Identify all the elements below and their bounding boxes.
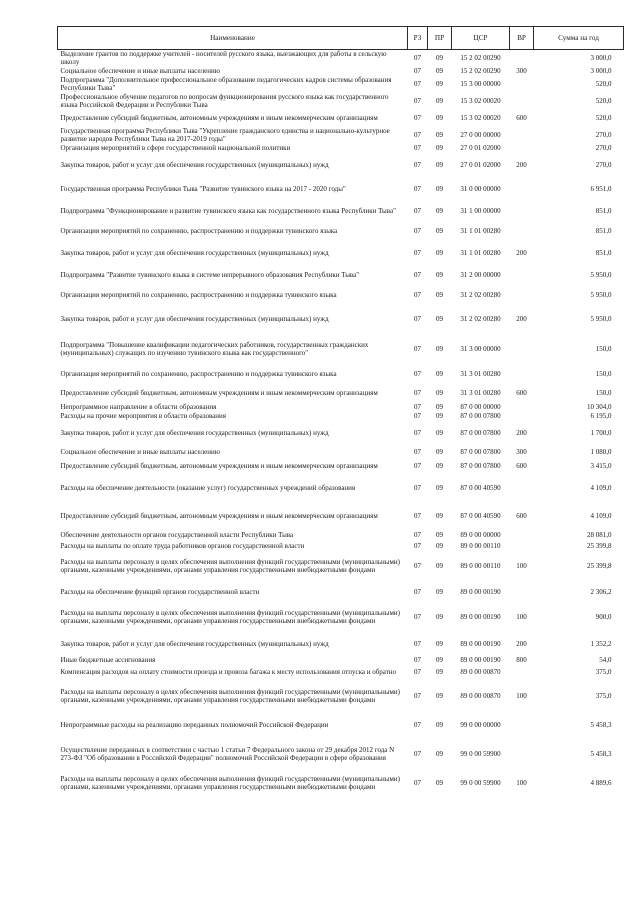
row-vr (510, 50, 534, 67)
row-sum: 2 306,2 (590, 587, 612, 596)
header-pr: ПР (428, 27, 452, 50)
table-row (58, 50, 624, 67)
row-pr: 09 (436, 612, 443, 621)
row-csr: 89 0 00 00870 (460, 668, 501, 677)
table-row (58, 265, 624, 285)
row-sum: 851,0 (595, 227, 612, 236)
row-sum: 900,0 (595, 612, 612, 621)
row-csr: 15 3 00 00000 (460, 79, 501, 88)
row-rz: 07 (414, 462, 421, 471)
row-rz: 07 (414, 185, 421, 194)
row-vr (510, 285, 534, 305)
row-rz: 07 (414, 96, 421, 105)
table-row (58, 664, 624, 680)
row-pr: 09 (436, 161, 443, 170)
row-csr: 99 0 00 59900 (460, 779, 501, 788)
row-rz: 07 (414, 428, 421, 437)
row-csr: 89 0 00 00870 (460, 691, 501, 700)
row-vr: 800 (516, 655, 527, 664)
row-csr: 87 0 00 00000 (460, 402, 501, 411)
row-name: Закупка товаров, работ и услуг для обеспечения государственных (муниципальных) нужд (60, 315, 329, 324)
table-row (58, 153, 624, 177)
row-pr: 09 (436, 428, 443, 437)
row-rz: 07 (414, 369, 421, 378)
row-pr: 09 (436, 271, 443, 280)
row-pr: 09 (436, 96, 443, 105)
row-sum: 6 951,0 (590, 185, 612, 194)
row-name: Осуществление переданных в соответствии с частью 1 статьи 7 Федерального закона от 29 декабря 2012 года N 273-ФЗ "Об образовании в Российской Федерации" полномочий Российской Федерации в сфере образования (60, 745, 395, 762)
row-sum: 3 415,0 (590, 462, 612, 471)
row-rz: 07 (414, 130, 421, 139)
row-name: Расходы на выплаты персоналу в целях обеспечения выполнения функций государственными (муниципальными) органами, казенными учреждениями, органами управления государственными внебюджетными фондами (60, 608, 401, 625)
table-row (58, 109, 624, 126)
table-row (58, 241, 624, 265)
row-name: Закупка товаров, работ и услуг для обеспечения государственных (муниципальных) нужд (60, 161, 329, 170)
row-csr: 27 0 01 02000 (460, 144, 501, 153)
header-rz: РЗ (408, 27, 428, 50)
header-sum: Сумма на год (534, 27, 624, 50)
row-rz: 07 (414, 562, 421, 571)
row-rz: 07 (414, 66, 421, 75)
row-sum: 5 950,0 (590, 315, 612, 324)
row-csr: 27 0 01 02000 (460, 161, 501, 170)
table-row (58, 143, 624, 153)
row-vr (510, 201, 534, 221)
budget-table-page (57, 26, 623, 798)
table-row (58, 502, 624, 529)
row-rz: 07 (414, 144, 421, 153)
row-name: Компенсация расходов на оплату стоимости проезда и провоза багажа к месту использования отпуска и обратно (60, 668, 397, 677)
row-vr (510, 474, 534, 502)
row-vr (510, 221, 534, 241)
table-row (58, 75, 624, 92)
row-csr: 87 0 00 07800 (460, 462, 501, 471)
row-sum: 270,0 (595, 130, 612, 139)
row-vr (510, 143, 534, 153)
row-name: Подпрограмма "Функционирование и развитие тувинского языка как государственного языка Республики Тыва" (60, 207, 396, 216)
row-sum: 270,0 (595, 161, 612, 170)
row-sum: 25 399,8 (587, 562, 612, 571)
table-row (58, 177, 624, 201)
row-name: Подпрограмма "Дополнительное профессиональное образование педагогических кадров системы образования Республики Тыва" (60, 75, 392, 92)
row-sum: 6 195,0 (590, 411, 612, 420)
row-rz: 07 (414, 388, 421, 397)
row-vr: 600 (516, 388, 527, 397)
row-rz: 07 (414, 271, 421, 280)
table-row (58, 582, 624, 601)
row-sum: 851,0 (595, 249, 612, 258)
row-csr: 31 1 01 00280 (460, 249, 501, 258)
row-pr: 09 (436, 315, 443, 324)
row-name: Расходы на обеспечение деятельности (оказание услуг) государственных учреждений образования (60, 484, 356, 493)
row-vr (510, 126, 534, 143)
row-sum: 5 950,0 (590, 271, 612, 280)
table-header (58, 27, 624, 50)
row-name: Закупка товаров, работ и услуг для обеспечения государственных (муниципальных) нужд (60, 249, 329, 258)
row-name: Социальное обеспечение и иные выплаты населению (60, 66, 220, 75)
row-csr: 99 0 00 00000 (460, 721, 501, 730)
row-rz: 07 (414, 54, 421, 63)
row-name: Подпрограмма "Повышение квалификации педагогических работников, государственных гражданских (муниципальных) служащих по изучению тувинского языка как государственного" (60, 340, 369, 357)
row-name: Профессиональное обучение педагогов по вопросам функционирования русского языка как государственного языка Российской Федерации и Республики Тыва (60, 92, 389, 109)
row-pr: 09 (436, 291, 443, 300)
row-sum: 1 700,0 (590, 428, 612, 437)
row-rz: 07 (414, 291, 421, 300)
row-vr (510, 265, 534, 285)
row-csr: 31 2 00 00000 (460, 271, 501, 280)
table-row (58, 364, 624, 383)
row-rz: 07 (414, 612, 421, 621)
table-row (58, 221, 624, 241)
row-pr: 09 (436, 541, 443, 550)
row-rz: 07 (414, 668, 421, 677)
row-rz: 07 (414, 541, 421, 550)
header-vr: ВР (510, 27, 534, 50)
row-sum: 4 109,0 (590, 511, 612, 520)
row-vr (510, 411, 534, 420)
row-vr (510, 541, 534, 550)
table-row (58, 445, 624, 458)
row-csr: 31 3 01 00280 (460, 388, 501, 397)
row-name: Подпрограмма "Развитие тувинского языка в системе непрерывного образования Республики Тыва" (60, 271, 360, 280)
row-name: Непрограммные расходы на реализацию переданных полномочий Российской Федерации (60, 721, 329, 730)
row-csr: 15 2 02 00290 (460, 66, 501, 75)
row-sum: 375,0 (595, 691, 612, 700)
row-name: Организация мероприятий по сохранению, распространению и поддержка тувинского языка (60, 369, 337, 378)
row-vr: 100 (516, 779, 527, 788)
row-pr: 09 (436, 587, 443, 596)
row-csr: 31 3 00 00000 (460, 344, 501, 353)
row-pr: 09 (436, 484, 443, 493)
row-vr (510, 92, 534, 109)
row-csr: 15 3 02 00020 (460, 113, 501, 122)
row-pr: 09 (436, 54, 443, 63)
row-pr: 09 (436, 227, 443, 236)
row-pr: 09 (436, 185, 443, 194)
row-vr (510, 529, 534, 541)
row-name: Государственная программа Республики Тыва "Развитие тувинского языка на 2017 - 2020 годы" (60, 185, 346, 194)
row-rz: 07 (414, 402, 421, 411)
header-name: Наименование (58, 27, 408, 50)
row-vr: 600 (516, 113, 527, 122)
row-name: Расходы на выплаты персоналу в целях обеспечения выполнения функций государственными (муниципальными) органами, казенными учреждениями, органами управления государственными внебюджетными фондами (60, 687, 401, 704)
row-sum: 25 399,8 (587, 541, 612, 550)
table-row (58, 739, 624, 768)
row-name: Организация мероприятий в сфере государственной национальной политики (60, 144, 291, 153)
table-row (58, 285, 624, 305)
row-pr: 09 (436, 369, 443, 378)
row-rz: 07 (414, 344, 421, 353)
row-vr: 600 (516, 462, 527, 471)
row-rz: 07 (414, 227, 421, 236)
row-csr: 89 0 00 00190 (460, 612, 501, 621)
row-name: Расходы на выплаты персоналу в целях обеспечения выполнения функций государственными (муниципальными) органами, казенными учреждениями, органами управления государственными внебюджетными фондами (60, 775, 401, 792)
row-pr: 09 (436, 639, 443, 648)
table-row (58, 201, 624, 221)
row-pr: 09 (436, 562, 443, 571)
table-row (58, 680, 624, 711)
row-csr: 89 0 00 00190 (460, 655, 501, 664)
budget-table (57, 26, 624, 798)
table-body (58, 50, 624, 799)
row-vr: 100 (516, 612, 527, 621)
row-pr: 09 (436, 207, 443, 216)
row-name: Предоставление субсидий бюджетным, автономным учреждениям и иным некоммерческим организациям (60, 113, 378, 122)
row-pr: 09 (436, 113, 443, 122)
row-vr: 100 (516, 691, 527, 700)
row-name: Государственная программа Республики Тыва "Укрепление гражданского единства и национально-культурное развитие народов Республики Тыва на 2017-2019 годы" (60, 126, 390, 143)
row-vr: 200 (516, 249, 527, 258)
row-rz: 07 (414, 779, 421, 788)
row-vr: 200 (516, 639, 527, 648)
row-rz: 07 (414, 691, 421, 700)
row-rz: 07 (414, 315, 421, 324)
row-pr: 09 (436, 411, 443, 420)
table-row (58, 305, 624, 333)
row-vr (510, 177, 534, 201)
row-rz: 07 (414, 484, 421, 493)
row-sum: 3 000,0 (590, 54, 612, 63)
row-pr: 09 (436, 531, 443, 540)
row-pr: 09 (436, 66, 443, 75)
row-csr: 87 0 00 07800 (460, 447, 501, 456)
row-sum: 520,0 (595, 79, 612, 88)
row-csr: 89 0 00 00190 (460, 639, 501, 648)
table-row (58, 411, 624, 420)
row-csr: 87 0 00 07800 (460, 411, 501, 420)
row-sum: 520,0 (595, 96, 612, 105)
row-sum: 5 458,3 (590, 721, 612, 730)
row-name: Обеспечение деятельности органов государственной власти Республики Тыва (60, 531, 294, 540)
row-pr: 09 (436, 779, 443, 788)
table-row (58, 768, 624, 798)
table-row (58, 655, 624, 664)
row-name: Расходы на прочие мероприятия в области образования (60, 411, 227, 420)
row-name: Расходы на выплаты персоналу в целях обеспечения выполнения функций государственными (муниципальными) органами, казенными учреждениями, органами управления государственными внебюджетными фондами (60, 558, 401, 575)
row-vr (510, 402, 534, 411)
row-csr: 27 0 00 00000 (460, 130, 501, 139)
table-row (58, 601, 624, 632)
row-sum: 5 458,3 (590, 749, 612, 758)
row-csr: 89 0 00 00190 (460, 587, 501, 596)
row-rz: 07 (414, 113, 421, 122)
row-csr: 87 0 00 07800 (460, 428, 501, 437)
table-row (58, 420, 624, 445)
table-row (58, 383, 624, 402)
row-rz: 07 (414, 587, 421, 596)
row-pr: 09 (436, 388, 443, 397)
row-pr: 09 (436, 130, 443, 139)
table-row (58, 92, 624, 109)
row-rz: 07 (414, 207, 421, 216)
row-pr: 09 (436, 249, 443, 258)
row-name: Выделение грантов по поддержке учителей - носителей русского языка, выезжающих для работы в сельскую школу (60, 50, 387, 67)
row-name: Предоставление субсидий бюджетным, автономным учреждениям и иным некоммерческим организациям (60, 462, 378, 471)
row-csr: 31 0 00 00000 (460, 185, 501, 194)
table-row (58, 550, 624, 582)
row-pr: 09 (436, 721, 443, 730)
table-row (58, 126, 624, 143)
row-sum: 375,0 (595, 668, 612, 677)
table-row (58, 402, 624, 411)
row-sum: 520,0 (595, 113, 612, 122)
row-sum: 4 889,6 (590, 779, 612, 788)
row-name: Расходы на обеспечение функций органов государственной власти (60, 587, 260, 596)
row-vr (510, 664, 534, 680)
row-rz: 07 (414, 721, 421, 730)
row-name: Предоставление субсидий бюджетным, автономным учреждениям и иным некоммерческим организациям (60, 388, 378, 397)
row-sum: 1 352,2 (590, 639, 612, 648)
row-vr: 300 (516, 447, 527, 456)
row-name: Закупка товаров, работ и услуг для обеспечения государственных (муниципальных) нужд (60, 428, 329, 437)
row-pr: 09 (436, 655, 443, 664)
row-csr: 31 1 00 00000 (460, 207, 501, 216)
row-rz: 07 (414, 249, 421, 258)
row-csr: 31 2 02 00280 (460, 315, 501, 324)
table-row (58, 66, 624, 75)
row-name: Организация мероприятий по сохранению, распространению и поддержка тувинского языка (60, 291, 337, 300)
row-csr: 31 2 02 00280 (460, 291, 501, 300)
row-pr: 09 (436, 511, 443, 520)
row-rz: 07 (414, 655, 421, 664)
row-name: Предоставление субсидий бюджетным, автономным учреждениям и иным некоммерческим организациям (60, 511, 378, 520)
row-csr: 99 0 00 59900 (460, 749, 501, 758)
row-rz: 07 (414, 79, 421, 88)
row-vr (510, 333, 534, 364)
row-pr: 09 (436, 749, 443, 758)
row-name: Расходы на выплаты по оплате труда работников органов государственной власти (60, 541, 305, 550)
row-csr: 87 0 00 40590 (460, 511, 501, 520)
row-csr: 89 0 00 00110 (460, 541, 501, 550)
table-row (58, 541, 624, 550)
row-rz: 07 (414, 447, 421, 456)
row-vr (510, 75, 534, 92)
row-vr (510, 364, 534, 383)
row-csr: 15 3 02 00020 (460, 96, 501, 105)
row-name: Иные бюджетные ассигнования (60, 655, 156, 664)
row-pr: 09 (436, 462, 443, 471)
row-vr: 100 (516, 562, 527, 571)
table-row (58, 333, 624, 364)
row-vr: 300 (516, 66, 527, 75)
row-sum: 1 080,0 (590, 447, 612, 456)
row-rz: 07 (414, 749, 421, 758)
row-pr: 09 (436, 691, 443, 700)
table-row (58, 632, 624, 655)
row-csr: 31 1 01 00280 (460, 227, 501, 236)
row-vr: 200 (516, 428, 527, 437)
row-vr (510, 739, 534, 768)
table-row (58, 529, 624, 541)
row-vr: 200 (516, 161, 527, 170)
row-rz: 07 (414, 639, 421, 648)
row-name: Закупка товаров, работ и услуг для обеспечения государственных (муниципальных) нужд (60, 639, 329, 648)
row-rz: 07 (414, 411, 421, 420)
row-sum: 10 304,0 (587, 402, 612, 411)
row-csr: 89 0 00 00110 (460, 562, 501, 571)
row-pr: 09 (436, 447, 443, 456)
row-vr (510, 711, 534, 739)
row-sum: 4 109,0 (590, 484, 612, 493)
row-pr: 09 (436, 144, 443, 153)
row-sum: 270,0 (595, 144, 612, 153)
row-vr (510, 582, 534, 601)
row-sum: 150,0 (595, 388, 612, 397)
row-pr: 09 (436, 79, 443, 88)
row-sum: 54,0 (599, 655, 612, 664)
row-name: Непрограммное направление в области образования (60, 402, 217, 411)
row-name: Социальное обеспечение и иные выплаты населению (60, 447, 220, 456)
row-rz: 07 (414, 511, 421, 520)
row-sum: 3 000,0 (590, 66, 612, 75)
row-rz: 07 (414, 531, 421, 540)
row-name: Организация мероприятий по сохранению, распространению и поддержки тувинского языка (60, 227, 338, 236)
table-row (58, 474, 624, 502)
row-sum: 5 950,0 (590, 291, 612, 300)
row-csr: 87 0 00 40590 (460, 484, 501, 493)
row-pr: 09 (436, 402, 443, 411)
row-pr: 09 (436, 668, 443, 677)
row-rz: 07 (414, 161, 421, 170)
row-sum: 150,0 (595, 369, 612, 378)
row-sum: 150,0 (595, 344, 612, 353)
row-vr: 200 (516, 315, 527, 324)
header-csr: ЦСР (452, 27, 510, 50)
row-sum: 28 081,0 (587, 531, 612, 540)
table-row (58, 458, 624, 474)
row-csr: 15 2 02 00290 (460, 54, 501, 63)
row-sum: 851,0 (595, 207, 612, 216)
table-row (58, 711, 624, 739)
row-vr: 600 (516, 511, 527, 520)
row-csr: 89 0 00 00000 (460, 531, 501, 540)
row-csr: 31 3 01 00280 (460, 369, 501, 378)
row-pr: 09 (436, 344, 443, 353)
